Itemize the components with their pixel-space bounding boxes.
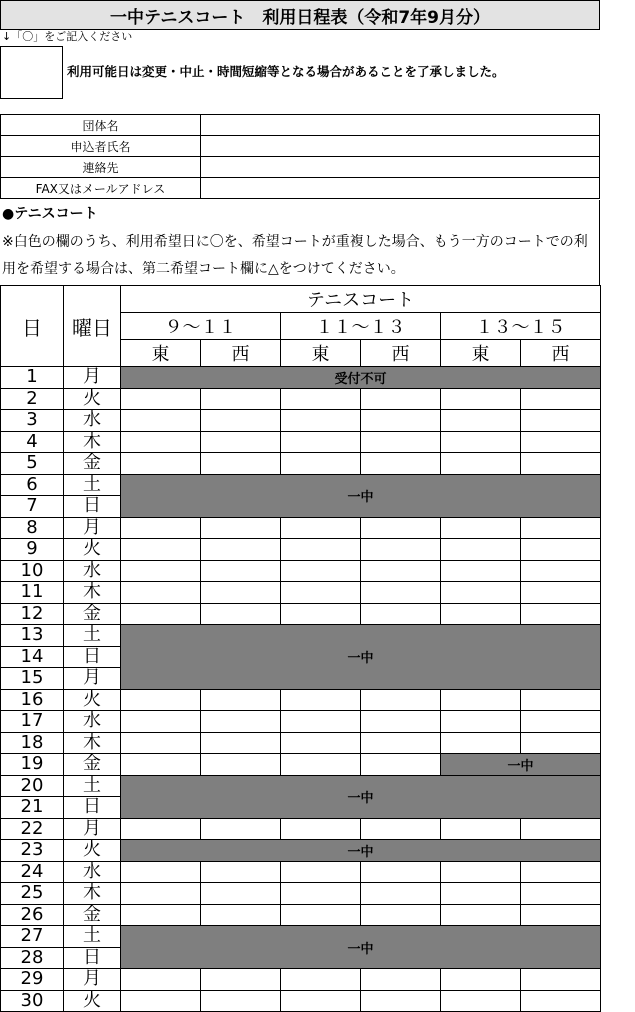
weekday: 金 bbox=[64, 754, 121, 776]
day-row bbox=[1, 474, 601, 496]
day-number: 2 bbox=[1, 388, 64, 410]
day-number: 26 bbox=[1, 904, 64, 926]
day-header: 日 bbox=[1, 286, 64, 367]
weekday: 土 bbox=[64, 625, 121, 647]
day-row bbox=[1, 625, 601, 647]
day-row bbox=[1, 582, 601, 604]
day-row bbox=[1, 883, 601, 905]
reservation-cell[interactable] bbox=[201, 560, 281, 582]
reservation-cell[interactable] bbox=[441, 861, 521, 883]
reservation-cell[interactable] bbox=[281, 754, 361, 776]
reservation-cell[interactable] bbox=[281, 904, 361, 926]
reservation-cell[interactable] bbox=[521, 883, 601, 905]
day-row bbox=[1, 840, 601, 862]
reservation-cell[interactable] bbox=[201, 582, 281, 604]
reservation-cell[interactable] bbox=[441, 904, 521, 926]
weekday: 月 bbox=[64, 818, 121, 840]
reservation-cell[interactable] bbox=[121, 453, 201, 475]
reservation-cell[interactable] bbox=[521, 453, 601, 475]
reservation-cell[interactable] bbox=[121, 539, 201, 561]
weekday-header: 曜日 bbox=[64, 286, 121, 367]
day-number: 6 bbox=[1, 474, 64, 496]
reservation-cell[interactable] bbox=[201, 861, 281, 883]
group-name-field[interactable] bbox=[201, 115, 600, 136]
reservation-cell[interactable] bbox=[441, 883, 521, 905]
reservation-cell[interactable] bbox=[281, 431, 361, 453]
day-number: 22 bbox=[1, 818, 64, 840]
day-row bbox=[1, 560, 601, 582]
consent-checkbox[interactable] bbox=[0, 46, 63, 99]
reservation-cell[interactable] bbox=[121, 582, 201, 604]
reservation-cell[interactable] bbox=[521, 969, 601, 991]
weekday: 火 bbox=[64, 990, 121, 1012]
closed-block: 一中 bbox=[121, 926, 601, 969]
reservation-cell[interactable] bbox=[521, 861, 601, 883]
weekday: 水 bbox=[64, 711, 121, 733]
day-number: 9 bbox=[1, 539, 64, 561]
weekday: 水 bbox=[64, 410, 121, 432]
reservation-cell[interactable] bbox=[121, 517, 201, 539]
court-east-3: 東 bbox=[441, 340, 521, 367]
reservation-cell[interactable] bbox=[281, 969, 361, 991]
reservation-cell[interactable] bbox=[441, 990, 521, 1012]
weekday: 金 bbox=[64, 603, 121, 625]
reservation-cell[interactable] bbox=[441, 560, 521, 582]
reservation-cell[interactable] bbox=[441, 969, 521, 991]
weekday: 日 bbox=[64, 947, 121, 969]
reservation-cell[interactable] bbox=[361, 517, 441, 539]
day-number: 10 bbox=[1, 560, 64, 582]
reservation-cell[interactable] bbox=[521, 431, 601, 453]
day-row bbox=[1, 711, 601, 733]
reservation-cell[interactable] bbox=[201, 969, 281, 991]
reservation-cell[interactable] bbox=[201, 603, 281, 625]
reservation-cell[interactable] bbox=[361, 969, 441, 991]
reservation-cell[interactable] bbox=[281, 453, 361, 475]
checkbox-instruction: ↓「〇」をご記入ください bbox=[2, 30, 133, 43]
reservation-cell[interactable] bbox=[521, 388, 601, 410]
time-slot-2: １１～１３ bbox=[281, 313, 441, 340]
reservation-cell[interactable] bbox=[201, 883, 281, 905]
reservation-cell[interactable] bbox=[201, 431, 281, 453]
reservation-cell[interactable] bbox=[361, 732, 441, 754]
weekday: 火 bbox=[64, 689, 121, 711]
reservation-cell[interactable] bbox=[521, 904, 601, 926]
day-number: 11 bbox=[1, 582, 64, 604]
weekday: 火 bbox=[64, 840, 121, 862]
weekday: 土 bbox=[64, 926, 121, 948]
contact-field[interactable] bbox=[201, 157, 600, 178]
weekday: 月 bbox=[64, 969, 121, 991]
reservation-cell[interactable] bbox=[441, 603, 521, 625]
reservation-cell[interactable] bbox=[521, 818, 601, 840]
court-west-1: 西 bbox=[201, 340, 281, 367]
closed-block: 一中 bbox=[121, 474, 601, 517]
reservation-cell[interactable] bbox=[521, 517, 601, 539]
day-number: 16 bbox=[1, 689, 64, 711]
day-number: 7 bbox=[1, 496, 64, 518]
weekday: 木 bbox=[64, 732, 121, 754]
fax-email-label: FAX又はメールアドレス bbox=[1, 178, 201, 199]
weekday: 金 bbox=[64, 904, 121, 926]
closed-block: 一中 bbox=[441, 754, 601, 776]
reservation-cell[interactable] bbox=[201, 453, 281, 475]
weekday: 土 bbox=[64, 775, 121, 797]
day-number: 29 bbox=[1, 969, 64, 991]
day-row bbox=[1, 388, 601, 410]
day-number: 4 bbox=[1, 431, 64, 453]
reservation-cell[interactable] bbox=[361, 453, 441, 475]
reservation-cell[interactable] bbox=[281, 861, 361, 883]
day-row bbox=[1, 969, 601, 991]
reservation-cell[interactable] bbox=[281, 990, 361, 1012]
reservation-cell[interactable] bbox=[441, 818, 521, 840]
reservation-cell[interactable] bbox=[201, 539, 281, 561]
reservation-cell[interactable] bbox=[361, 990, 441, 1012]
weekday: 日 bbox=[64, 646, 121, 668]
reservation-cell[interactable] bbox=[361, 883, 441, 905]
reservation-cell[interactable] bbox=[361, 904, 441, 926]
day-number: 19 bbox=[1, 754, 64, 776]
day-row bbox=[1, 431, 601, 453]
day-row bbox=[1, 410, 601, 432]
weekday: 月 bbox=[64, 517, 121, 539]
day-number: 27 bbox=[1, 926, 64, 948]
day-row bbox=[1, 603, 601, 625]
day-row bbox=[1, 732, 601, 754]
reservation-cell[interactable] bbox=[121, 732, 201, 754]
day-row bbox=[1, 517, 601, 539]
reservation-cell[interactable] bbox=[281, 818, 361, 840]
reservation-cell[interactable] bbox=[361, 431, 441, 453]
weekday: 金 bbox=[64, 453, 121, 475]
reservation-cell[interactable] bbox=[281, 410, 361, 432]
reservation-cell[interactable] bbox=[521, 582, 601, 604]
reservation-cell[interactable] bbox=[521, 711, 601, 733]
reservation-cell[interactable] bbox=[121, 754, 201, 776]
reservation-cell[interactable] bbox=[521, 410, 601, 432]
reservation-cell[interactable] bbox=[361, 689, 441, 711]
closed-block: 受付不可 bbox=[121, 367, 601, 389]
court-west-2: 西 bbox=[361, 340, 441, 367]
reservation-cell[interactable] bbox=[441, 410, 521, 432]
time-slot-1: ９～１１ bbox=[121, 313, 281, 340]
applicant-name-field[interactable] bbox=[201, 136, 600, 157]
reservation-cell[interactable] bbox=[281, 560, 361, 582]
reservation-cell[interactable] bbox=[281, 582, 361, 604]
reservation-cell[interactable] bbox=[361, 410, 441, 432]
reservation-cell[interactable] bbox=[521, 990, 601, 1012]
reservation-cell[interactable] bbox=[361, 754, 441, 776]
weekday: 水 bbox=[64, 560, 121, 582]
reservation-cell[interactable] bbox=[281, 711, 361, 733]
weekday: 木 bbox=[64, 431, 121, 453]
reservation-cell[interactable] bbox=[201, 711, 281, 733]
schedule-table bbox=[0, 285, 601, 1012]
reservation-cell[interactable] bbox=[121, 689, 201, 711]
reservation-cell[interactable] bbox=[121, 560, 201, 582]
closed-block: 一中 bbox=[121, 840, 601, 862]
reservation-cell[interactable] bbox=[521, 732, 601, 754]
reservation-cell[interactable] bbox=[201, 990, 281, 1012]
day-row bbox=[1, 861, 601, 883]
fax-email-field[interactable] bbox=[201, 178, 600, 199]
day-row bbox=[1, 818, 601, 840]
day-row bbox=[1, 904, 601, 926]
reservation-cell[interactable] bbox=[441, 431, 521, 453]
reservation-cell[interactable] bbox=[121, 818, 201, 840]
day-number: 25 bbox=[1, 883, 64, 905]
day-row bbox=[1, 926, 601, 948]
day-number: 23 bbox=[1, 840, 64, 862]
page-title: 一中テニスコート 利用日程表（令和7年9月分） bbox=[0, 0, 600, 30]
reservation-cell[interactable] bbox=[281, 732, 361, 754]
group-name-label: 団体名 bbox=[1, 115, 201, 136]
weekday: 日 bbox=[64, 797, 121, 819]
reservation-cell[interactable] bbox=[201, 818, 281, 840]
court-header: テニスコート bbox=[121, 286, 601, 313]
reservation-cell[interactable] bbox=[521, 560, 601, 582]
reservation-cell[interactable] bbox=[121, 969, 201, 991]
reservation-cell[interactable] bbox=[441, 539, 521, 561]
day-number: 1 bbox=[1, 367, 64, 389]
day-number: 5 bbox=[1, 453, 64, 475]
reservation-cell[interactable] bbox=[361, 388, 441, 410]
day-number: 18 bbox=[1, 732, 64, 754]
day-number: 30 bbox=[1, 990, 64, 1012]
reservation-cell[interactable] bbox=[361, 861, 441, 883]
day-number: 28 bbox=[1, 947, 64, 969]
day-row bbox=[1, 367, 601, 389]
reservation-cell[interactable] bbox=[121, 861, 201, 883]
reservation-cell[interactable] bbox=[441, 711, 521, 733]
weekday: 日 bbox=[64, 496, 121, 518]
court-east-2: 東 bbox=[281, 340, 361, 367]
day-number: 13 bbox=[1, 625, 64, 647]
applicant-info-table bbox=[0, 114, 600, 199]
reservation-cell[interactable] bbox=[121, 431, 201, 453]
applicant-name-label: 申込者氏名 bbox=[1, 136, 201, 157]
reservation-cell[interactable] bbox=[361, 539, 441, 561]
court-east-1: 東 bbox=[121, 340, 201, 367]
weekday: 火 bbox=[64, 539, 121, 561]
weekday: 月 bbox=[64, 668, 121, 690]
reservation-cell[interactable] bbox=[201, 410, 281, 432]
day-number: 21 bbox=[1, 797, 64, 819]
day-number: 3 bbox=[1, 410, 64, 432]
reservation-cell[interactable] bbox=[121, 990, 201, 1012]
reservation-cell[interactable] bbox=[201, 388, 281, 410]
weekday: 火 bbox=[64, 388, 121, 410]
reservation-cell[interactable] bbox=[121, 603, 201, 625]
closed-block: 一中 bbox=[121, 625, 601, 690]
reservation-cell[interactable] bbox=[281, 539, 361, 561]
reservation-cell[interactable] bbox=[441, 517, 521, 539]
day-row bbox=[1, 539, 601, 561]
reservation-cell[interactable] bbox=[121, 904, 201, 926]
reservation-cell[interactable] bbox=[281, 689, 361, 711]
reservation-cell[interactable] bbox=[201, 517, 281, 539]
contact-label: 連絡先 bbox=[1, 157, 201, 178]
day-row bbox=[1, 990, 601, 1012]
day-row bbox=[1, 453, 601, 475]
weekday: 土 bbox=[64, 474, 121, 496]
instruction-paragraph: ※白色の欄のうち、利用希望日に〇を、希望コートが重複した場合、もう一方のコートでの利用を希望する場合は、第二希望コート欄に△をつけてください。 bbox=[2, 234, 588, 277]
reservation-cell[interactable] bbox=[121, 883, 201, 905]
day-row bbox=[1, 775, 601, 797]
reservation-cell[interactable] bbox=[201, 904, 281, 926]
reservation-cell[interactable] bbox=[361, 603, 441, 625]
reservation-cell[interactable] bbox=[201, 732, 281, 754]
closed-block: 一中 bbox=[121, 775, 601, 818]
day-number: 24 bbox=[1, 861, 64, 883]
day-number: 20 bbox=[1, 775, 64, 797]
consent-text: 利用可能日は変更・中止・時間短縮等となる場合があることを了承しました。 bbox=[67, 64, 505, 79]
day-number: 17 bbox=[1, 711, 64, 733]
day-row bbox=[1, 754, 601, 776]
reservation-cell[interactable] bbox=[441, 689, 521, 711]
reservation-cell[interactable] bbox=[281, 883, 361, 905]
weekday: 木 bbox=[64, 883, 121, 905]
reservation-cell[interactable] bbox=[121, 410, 201, 432]
border-line bbox=[599, 200, 600, 285]
section-title: ●テニスコート bbox=[2, 206, 98, 222]
day-number: 12 bbox=[1, 603, 64, 625]
day-row bbox=[1, 689, 601, 711]
reservation-cell[interactable] bbox=[441, 453, 521, 475]
reservation-cell[interactable] bbox=[361, 560, 441, 582]
reservation-cell[interactable] bbox=[441, 582, 521, 604]
reservation-cell[interactable] bbox=[201, 754, 281, 776]
weekday: 月 bbox=[64, 367, 121, 389]
court-west-3: 西 bbox=[521, 340, 601, 367]
reservation-cell[interactable] bbox=[281, 388, 361, 410]
day-number: 8 bbox=[1, 517, 64, 539]
reservation-cell[interactable] bbox=[441, 732, 521, 754]
reservation-cell[interactable] bbox=[441, 388, 521, 410]
reservation-cell[interactable] bbox=[281, 517, 361, 539]
day-number: 14 bbox=[1, 646, 64, 668]
reservation-cell[interactable] bbox=[281, 603, 361, 625]
reservation-cell[interactable] bbox=[121, 711, 201, 733]
weekday: 水 bbox=[64, 861, 121, 883]
reservation-cell[interactable] bbox=[521, 539, 601, 561]
reservation-cell[interactable] bbox=[521, 603, 601, 625]
reservation-cell[interactable] bbox=[201, 689, 281, 711]
reservation-cell[interactable] bbox=[361, 582, 441, 604]
day-number: 15 bbox=[1, 668, 64, 690]
time-slot-3: １３～１５ bbox=[441, 313, 601, 340]
weekday: 木 bbox=[64, 582, 121, 604]
reservation-cell[interactable] bbox=[361, 711, 441, 733]
reservation-cell[interactable] bbox=[121, 388, 201, 410]
reservation-cell[interactable] bbox=[361, 818, 441, 840]
reservation-cell[interactable] bbox=[521, 689, 601, 711]
